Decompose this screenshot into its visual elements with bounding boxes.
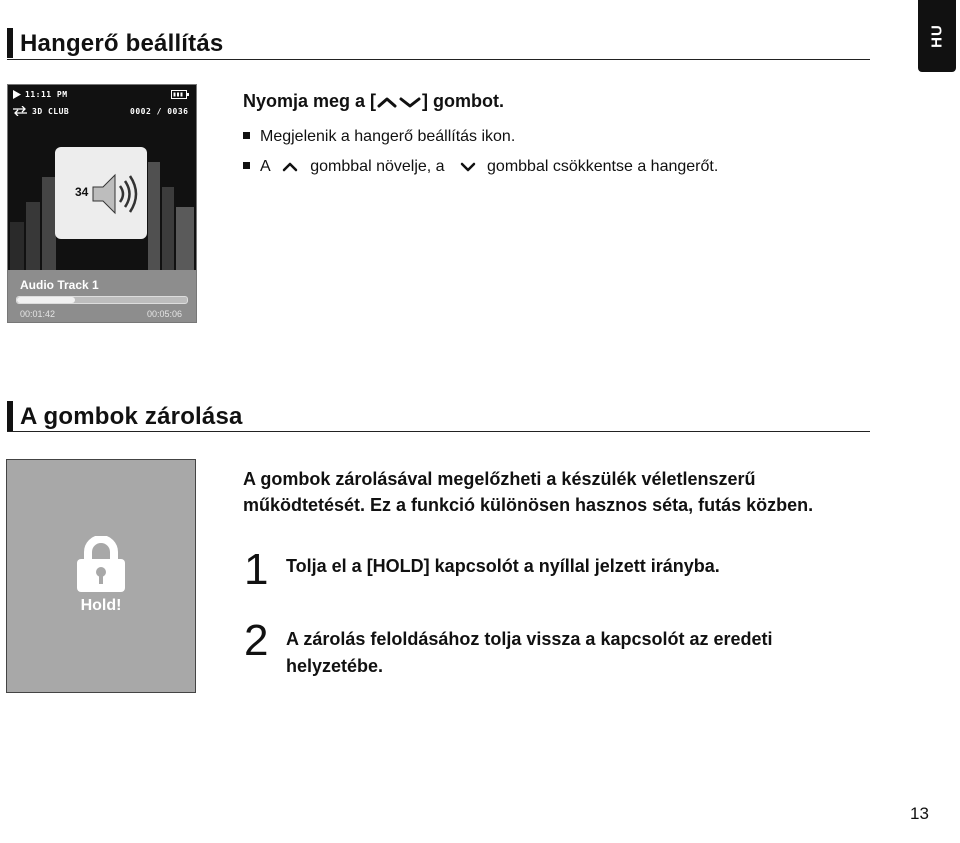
- step-number: 2: [244, 616, 269, 665]
- progress-fill: [17, 297, 75, 303]
- track-title: Audio Track 1: [20, 278, 99, 292]
- bullet-item: [243, 158, 718, 176]
- language-tab: [918, 0, 956, 72]
- eq-mode: 3D CLUB: [32, 107, 70, 116]
- step-text: Tolja el a [HOLD] kapcsolót a nyíllal jelzett irányba.: [286, 556, 720, 576]
- eq-bar: [148, 162, 160, 272]
- now-playing-panel: [8, 270, 196, 322]
- section-rule: [7, 59, 870, 60]
- language-tab-label: HU: [928, 24, 946, 48]
- instruction-prefix: Nyomja meg a [: [243, 91, 377, 111]
- hold-label: Hold!: [80, 597, 122, 614]
- repeat-icon: [12, 106, 28, 116]
- eq-bar: [176, 207, 194, 272]
- section-title-volume: Hangerő beállítás: [20, 30, 224, 57]
- chevron-up-icon: [276, 161, 304, 173]
- bullet-text: A: [260, 158, 270, 175]
- page-number: 13: [910, 804, 929, 823]
- volume-instruction: [243, 91, 504, 112]
- bullet-square: [243, 162, 250, 169]
- step-number: 1: [244, 545, 269, 594]
- device-screen-volume: [7, 84, 197, 323]
- chevron-up-icon: [376, 95, 398, 109]
- elapsed-time: 00:01:42: [20, 309, 56, 319]
- speaker-icon: [91, 171, 139, 217]
- lock-icon: [75, 536, 127, 594]
- bullet-text: gombbal csökkentse a hangerőt.: [487, 158, 719, 175]
- bullet-text: Megjelenik a hangerő beállítás ikon.: [260, 128, 516, 145]
- status-time: 11:11 PM: [25, 90, 68, 99]
- play-icon: [13, 90, 21, 99]
- section-marker: [7, 401, 13, 431]
- bullet-text: gombbal növelje, a: [310, 158, 445, 175]
- eq-bar: [42, 177, 56, 272]
- step-text: A zárolás feloldásához tolja vissza a kapcsolót az eredeti helyzetébe.: [286, 629, 773, 676]
- section-title-hold: A gombok zárolása: [20, 403, 243, 430]
- chevron-down-icon: [453, 161, 483, 173]
- progress-bar: [16, 296, 188, 304]
- device-screen-hold: [6, 459, 196, 693]
- volume-level: 34: [75, 185, 89, 199]
- track-counter: 0002 / 0036: [130, 107, 189, 116]
- battery-icon: [171, 90, 189, 99]
- hold-description: A gombok zárolásával megelőzheti a készülék véletlenszerű működtetését. Ez a funkció különösen hasznos séta, futás közben.: [243, 469, 814, 515]
- eq-bar: [10, 222, 24, 272]
- section-marker: [7, 28, 13, 58]
- volume-popup: [55, 147, 147, 239]
- eq-bar: [162, 187, 174, 272]
- section-rule: [7, 431, 870, 432]
- bullet-item: [243, 128, 515, 146]
- bullet-square: [243, 132, 250, 139]
- chevron-down-icon: [398, 95, 422, 109]
- instruction-suffix: ] gombot.: [422, 91, 505, 111]
- total-time: 00:05:06: [147, 309, 183, 319]
- eq-bar: [26, 202, 40, 272]
